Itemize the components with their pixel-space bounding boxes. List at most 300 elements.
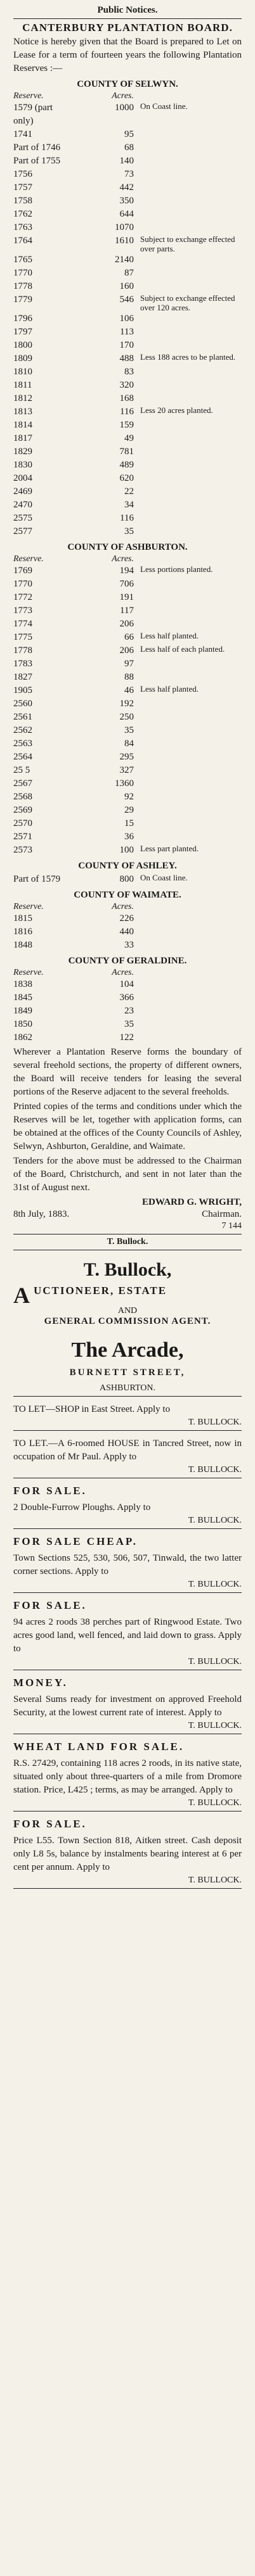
note-cell xyxy=(134,312,242,326)
table-row xyxy=(13,512,242,525)
notice-body-3: Tenders for the above must be addressed to the Chairman of the Board, Christchurch, and sent in not later than the 31st of August next. xyxy=(13,1156,242,1193)
acres-cell: 2140 xyxy=(115,255,134,265)
classified-ad xyxy=(13,1437,242,1478)
reserve-cell: 1762 xyxy=(13,209,32,219)
note-cell xyxy=(134,578,242,591)
note-cell xyxy=(134,671,242,684)
classified-ads xyxy=(13,1403,242,1889)
col-reserve: Reserve. xyxy=(13,902,44,911)
acres-cell: 295 xyxy=(119,752,134,762)
note-cell xyxy=(134,604,242,618)
note-cell xyxy=(134,445,242,459)
acres-cell: 1000 xyxy=(115,103,134,113)
table-row xyxy=(13,991,242,1005)
acres-cell: 442 xyxy=(119,182,134,193)
note-cell xyxy=(134,392,242,405)
acres-cell: 194 xyxy=(119,566,134,576)
note-cell xyxy=(134,1031,242,1044)
divider xyxy=(13,1592,242,1593)
note-cell xyxy=(134,365,242,379)
classified-ad xyxy=(13,1485,242,1529)
reserve-cell: 25 5 xyxy=(13,765,30,775)
acres-cell: 100 xyxy=(119,845,134,855)
acres-cell: 116 xyxy=(120,407,134,417)
acres-cell: 84 xyxy=(124,739,134,749)
note-cell: Less part planted. xyxy=(140,844,199,853)
signatory-role: Chairman. xyxy=(202,1209,242,1219)
table-row xyxy=(13,221,242,234)
table-row xyxy=(13,208,242,221)
table-row xyxy=(13,657,242,671)
county-heading: COUNTY OF ASHBURTON. xyxy=(67,542,188,552)
table-row xyxy=(13,844,242,857)
acres-cell: 15 xyxy=(124,818,134,828)
acres-cell: 1610 xyxy=(115,236,134,246)
ad-signature: T. BULLOCK. xyxy=(188,1875,242,1885)
acres-cell: 644 xyxy=(119,209,134,219)
notice-intro: Notice is hereby given that the Board is prepared to Let on Lease for a term of fourteen years the following Plantation Reserves :— xyxy=(13,37,242,73)
reserve-cell: 1778 xyxy=(13,645,32,656)
table-row xyxy=(13,392,242,405)
table-row xyxy=(13,101,242,128)
note-cell xyxy=(134,267,242,280)
street-line: BURNETT STREET, xyxy=(69,1367,186,1378)
reserve-cell: 2569 xyxy=(13,805,32,815)
col-acres: Acres. xyxy=(112,91,134,101)
auctioneer-line: UCTIONEER, ESTATE xyxy=(34,1285,167,1297)
table-row xyxy=(13,253,242,267)
acres-cell: 92 xyxy=(124,792,134,802)
acres-cell: 226 xyxy=(119,913,134,923)
acres-cell: 66 xyxy=(124,632,134,642)
acres-cell: 122 xyxy=(119,1032,134,1043)
table-row xyxy=(13,644,242,657)
note-cell xyxy=(134,697,242,711)
reserve-cell: 1850 xyxy=(13,1019,32,1029)
acres-cell: 140 xyxy=(119,156,134,166)
ad-signature: T. BULLOCK. xyxy=(188,1418,242,1427)
reserve-cell: 1816 xyxy=(13,927,32,937)
reserve-cell: 1783 xyxy=(13,659,32,669)
acres-cell: 170 xyxy=(119,340,134,350)
classified-ad xyxy=(13,1677,242,1734)
reserve-cell: 1838 xyxy=(13,979,32,989)
note-cell xyxy=(134,737,242,751)
ad-heading: WHEAT LAND FOR SALE. xyxy=(13,1741,185,1753)
table-row xyxy=(13,445,242,459)
reserve-cell: 2470 xyxy=(13,500,32,510)
reserve-cell: 1769 xyxy=(13,566,32,576)
table-row xyxy=(13,925,242,939)
advertiser-name: T. Bullock, xyxy=(83,1259,172,1280)
reserve-cell: 1770 xyxy=(13,579,32,589)
table-row xyxy=(13,1005,242,1018)
acres-cell: 350 xyxy=(119,196,134,206)
table-row xyxy=(13,564,242,578)
table-row xyxy=(13,525,242,538)
note-cell xyxy=(134,591,242,604)
acres-cell: 800 xyxy=(119,874,134,884)
acres-cell: 706 xyxy=(119,579,134,589)
divider xyxy=(13,1528,242,1529)
acres-cell: 22 xyxy=(124,486,134,497)
table-row xyxy=(13,939,242,952)
note-cell xyxy=(134,194,242,208)
table-row xyxy=(13,912,242,925)
table-row xyxy=(13,267,242,280)
table-row xyxy=(13,459,242,472)
reserve-cell: 1862 xyxy=(13,1032,32,1043)
acres-cell: 33 xyxy=(124,940,134,950)
reserve-cell: 1741 xyxy=(13,129,32,139)
divider xyxy=(13,1888,242,1889)
reserve-cell: 1815 xyxy=(13,913,32,923)
reserve-cell: 1809 xyxy=(13,353,32,364)
reserve-cell: Part of 1755 xyxy=(13,156,61,166)
note-cell: Less 20 acres planted. xyxy=(140,405,213,415)
reserve-cell: Part of 1746 xyxy=(13,143,61,153)
reserve-cell: 1772 xyxy=(13,592,32,602)
reserve-cell: 1765 xyxy=(13,255,32,265)
county-heading: COUNTY OF SELWYN. xyxy=(77,79,178,89)
acres-cell: 488 xyxy=(119,353,134,364)
note-cell xyxy=(134,817,242,830)
classified-ad xyxy=(13,1599,242,1670)
acres-cell: 117 xyxy=(120,606,134,616)
acres-cell: 366 xyxy=(119,993,134,1003)
reserve-cell: 2567 xyxy=(13,778,32,789)
note-cell xyxy=(134,925,242,939)
note-cell xyxy=(134,764,242,777)
acres-cell: 29 xyxy=(124,805,134,815)
note-cell xyxy=(134,168,242,181)
acres-cell: 250 xyxy=(119,712,134,722)
table-row xyxy=(13,804,242,817)
reserve-cell: 1757 xyxy=(13,182,32,193)
reserve-cell: 1830 xyxy=(13,460,32,470)
note-cell xyxy=(134,498,242,512)
table-row xyxy=(13,365,242,379)
acres-cell: 35 xyxy=(124,526,134,536)
note-cell xyxy=(134,155,242,168)
reserve-cell: 2568 xyxy=(13,792,32,802)
reserve-cell: 2575 xyxy=(13,513,32,523)
acres-cell: 620 xyxy=(119,473,134,483)
note-cell xyxy=(134,181,242,194)
note-cell xyxy=(134,912,242,925)
table-row xyxy=(13,671,242,684)
column-headers xyxy=(13,554,242,564)
reserve-cell: 2573 xyxy=(13,845,32,855)
acres-cell: 489 xyxy=(119,460,134,470)
col-reserve: Reserve. xyxy=(13,554,44,564)
table-row xyxy=(13,339,242,352)
reserve-cell: 1773 xyxy=(13,606,32,616)
note-cell xyxy=(134,379,242,392)
note-cell xyxy=(134,1018,242,1031)
reserve-cell: 2561 xyxy=(13,712,32,722)
acres-cell: 23 xyxy=(124,1006,134,1016)
ad-body: Price L55. Town Section 818, Aitken street. Cash deposit only L8 5s, balance by instalments bearing interest at 6 per cent per annum. Apply to xyxy=(13,1836,242,1872)
selwyn-table xyxy=(13,101,242,538)
ad-body: 94 acres 2 roods 38 perches part of Ringwood Estate. Two acres good land, well fenced, and laid down to grass. Apply to xyxy=(13,1617,242,1654)
table-row xyxy=(13,631,242,644)
ad-heading: TO LET.—A 6-roomed HOUSE in Tancred Street, now in occupation of Mr Paul. Apply to xyxy=(13,1438,242,1462)
table-row xyxy=(13,578,242,591)
table-row xyxy=(13,141,242,155)
note-cell: Subject to exchange effected over parts. xyxy=(140,234,235,253)
table-row xyxy=(13,181,242,194)
acres-cell: 160 xyxy=(119,281,134,291)
acres-cell: 36 xyxy=(124,832,134,842)
reserve-cell: 1848 xyxy=(13,940,32,950)
ad-signature: T. BULLOCK. xyxy=(188,1657,242,1666)
reserve-cell: 1817 xyxy=(13,433,32,443)
table-row xyxy=(13,168,242,181)
reserve-cell: 1774 xyxy=(13,619,32,629)
ad-signature: T. BULLOCK. xyxy=(188,1580,242,1589)
note-cell xyxy=(134,790,242,804)
note-cell xyxy=(134,253,242,267)
table-row xyxy=(13,293,242,312)
acres-cell: 35 xyxy=(124,725,134,735)
classified-ad xyxy=(13,1741,242,1811)
note-cell xyxy=(134,751,242,764)
acres-cell: 88 xyxy=(124,672,134,682)
note-cell xyxy=(134,339,242,352)
acres-cell: 87 xyxy=(124,268,134,278)
acres-cell: 49 xyxy=(124,433,134,443)
reserve-cell: 1764 xyxy=(13,236,32,246)
table-row xyxy=(13,618,242,631)
county-heading: COUNTY OF GERALDINE. xyxy=(68,956,187,966)
reserve-cell: 2577 xyxy=(13,526,32,536)
reserve-cell: 2562 xyxy=(13,725,32,735)
note-cell: On Coast line. xyxy=(140,873,188,882)
notice-date: 8th July, 1883. xyxy=(13,1209,70,1219)
ad-body: 2 Double-Furrow Ploughs. Apply to xyxy=(13,1502,151,1513)
acres-cell: 327 xyxy=(119,765,134,775)
note-cell xyxy=(134,804,242,817)
table-row xyxy=(13,498,242,512)
geraldine-table xyxy=(13,978,242,1044)
acres-cell: 95 xyxy=(124,129,134,139)
table-row xyxy=(13,194,242,208)
ad-signature: T. BULLOCK. xyxy=(188,1465,242,1475)
table-row xyxy=(13,817,242,830)
commission-line: GENERAL COMMISSION AGENT. xyxy=(44,1316,211,1326)
table-row xyxy=(13,764,242,777)
note-cell xyxy=(134,512,242,525)
acres-cell: 46 xyxy=(124,685,134,695)
reserve-cell: 2570 xyxy=(13,818,32,828)
reserve-cell: 1800 xyxy=(13,340,32,350)
table-row xyxy=(13,405,242,419)
acres-cell: 35 xyxy=(124,1019,134,1029)
acres-cell: 192 xyxy=(119,699,134,709)
note-cell: On Coast line. xyxy=(140,101,188,111)
note-cell xyxy=(134,724,242,737)
reserve-cell: 1810 xyxy=(13,367,32,377)
note-cell xyxy=(134,221,242,234)
ad-heading: FOR SALE CHEAP. xyxy=(13,1535,138,1547)
reserve-cell: 2571 xyxy=(13,832,32,842)
table-row xyxy=(13,379,242,392)
notice-body: Wherever a Plantation Reserve forms the boundary of several freehold sections, the property of different owners, the Board will receive tenders for leasing the several portions of the Reserve adjacent to the several freeholds. xyxy=(13,1047,242,1097)
table-row xyxy=(13,604,242,618)
table-row xyxy=(13,312,242,326)
reserve-cell: 1849 xyxy=(13,1006,32,1016)
note-cell xyxy=(134,472,242,485)
col-acres: Acres. xyxy=(112,968,134,977)
divider xyxy=(13,18,242,19)
reserve-cell: 1905 xyxy=(13,685,32,695)
reserve-cell: 2560 xyxy=(13,699,32,709)
ashley-table xyxy=(13,873,242,886)
table-row xyxy=(13,751,242,764)
note-cell xyxy=(134,525,242,538)
table-row xyxy=(13,1031,242,1044)
reserve-cell: 2564 xyxy=(13,752,32,762)
reserve-cell: 1579 (part only) xyxy=(13,103,53,126)
reserve-cell: 2563 xyxy=(13,739,32,749)
acres-cell: 168 xyxy=(119,393,134,403)
classified-ad xyxy=(13,1403,242,1431)
acres-cell: 83 xyxy=(124,367,134,377)
note-cell xyxy=(134,991,242,1005)
note-cell xyxy=(134,326,242,339)
note-cell xyxy=(134,459,242,472)
acres-cell: 191 xyxy=(119,592,134,602)
note-cell: Less 188 acres to be planted. xyxy=(140,352,236,362)
ad-heading: MONEY. xyxy=(13,1677,68,1689)
reserve-cell: 1756 xyxy=(13,169,32,179)
note-cell xyxy=(134,128,242,141)
ad-signature: T. BULLOCK. xyxy=(188,1721,242,1730)
table-row xyxy=(13,711,242,724)
reserve-cell: Part of 1579 xyxy=(13,874,61,884)
table-row xyxy=(13,472,242,485)
notice-body-2: Printed copies of the terms and conditions under which the Reserves will be let, together with application forms, can be obtained at the offices of the County Councils of Ashley, Selwyn, Ashburton, Geraldine, and Waimate. xyxy=(13,1101,242,1152)
table-row xyxy=(13,419,242,432)
county-heading: COUNTY OF ASHLEY. xyxy=(78,861,177,871)
reserve-cell: 1814 xyxy=(13,420,32,430)
classified-ad xyxy=(13,1535,242,1593)
divider xyxy=(13,1396,242,1397)
acres-cell: 1360 xyxy=(115,778,134,789)
ad-heading: FOR SALE. xyxy=(13,1485,87,1497)
reserve-cell: 1778 xyxy=(13,281,32,291)
acres-cell: 206 xyxy=(119,619,134,629)
acres-cell: 116 xyxy=(120,513,134,523)
column-headers xyxy=(13,902,242,912)
note-cell xyxy=(134,657,242,671)
note-cell xyxy=(134,208,242,221)
col-acres: Acres. xyxy=(112,902,134,911)
ad-heading: FOR SALE. xyxy=(13,1818,87,1830)
acres-cell: 113 xyxy=(120,327,134,337)
table-row xyxy=(13,684,242,697)
table-row xyxy=(13,432,242,445)
divider xyxy=(13,1430,242,1431)
acres-cell: 73 xyxy=(124,169,134,179)
acres-cell: 97 xyxy=(124,659,134,669)
reserve-cell: 2004 xyxy=(13,473,32,483)
acres-cell: 68 xyxy=(124,143,134,153)
table-row xyxy=(13,1018,242,1031)
note-cell xyxy=(134,711,242,724)
acres-cell: 106 xyxy=(119,314,134,324)
table-row xyxy=(13,155,242,168)
table-row xyxy=(13,697,242,711)
note-cell xyxy=(134,777,242,790)
note-cell xyxy=(134,978,242,991)
acres-cell: 34 xyxy=(124,500,134,510)
table-row xyxy=(13,978,242,991)
bullock-label: T. Bullock. xyxy=(107,1237,148,1247)
reserve-cell: 1812 xyxy=(13,393,32,403)
acres-cell: 104 xyxy=(119,979,134,989)
note-cell xyxy=(134,485,242,498)
table-row xyxy=(13,830,242,844)
note-cell: Less half of each planted. xyxy=(140,644,225,654)
arcade-title: The Arcade, xyxy=(71,1338,184,1362)
reserve-cell: 2469 xyxy=(13,486,32,497)
table-row xyxy=(13,873,242,886)
and-text: AND xyxy=(117,1306,138,1316)
county-heading: COUNTY OF WAIMATE. xyxy=(74,890,181,900)
waimate-table xyxy=(13,912,242,952)
ad-signature: T. BULLOCK. xyxy=(188,1798,242,1808)
col-acres: Acres. xyxy=(112,554,134,564)
reserve-cell: 1775 xyxy=(13,632,32,642)
column-headers xyxy=(13,91,242,101)
table-row xyxy=(13,737,242,751)
acres-cell: 206 xyxy=(119,645,134,656)
ashburton-table xyxy=(13,564,242,857)
classified-ad xyxy=(13,1818,242,1889)
note-cell xyxy=(134,141,242,155)
column-headers xyxy=(13,968,242,978)
reserve-cell: 1763 xyxy=(13,222,32,232)
reserve-cell: 1758 xyxy=(13,196,32,206)
note-cell xyxy=(134,419,242,432)
note-cell: Subject to exchange effected over 120 acres. xyxy=(140,293,235,312)
note-cell xyxy=(134,280,242,293)
table-row xyxy=(13,777,242,790)
ad-heading: FOR SALE. xyxy=(13,1599,87,1611)
notice-title: CANTERBURY PLANTATION BOARD. xyxy=(22,22,233,34)
acres-cell: 781 xyxy=(119,447,134,457)
reserve-cell: 1796 xyxy=(13,314,32,324)
signatory: EDWARD G. WRIGHT, xyxy=(142,1197,242,1207)
reserve-cell: 1770 xyxy=(13,268,32,278)
table-row xyxy=(13,128,242,141)
reserve-cell: 1845 xyxy=(13,993,32,1003)
notice-footer xyxy=(13,1208,242,1221)
col-reserve: Reserve. xyxy=(13,968,44,977)
ad-body: R.S. 27429, containing 118 acres 2 roods, in its native state, situated only about three-quarters of a mile from Dromore station. Price, L425 ; terms, as may be arranged. Apply to xyxy=(13,1758,242,1795)
ad-signature: T. BULLOCK. xyxy=(188,1516,242,1525)
acres-cell: 159 xyxy=(119,420,134,430)
table-row xyxy=(13,326,242,339)
dropcap-a: A xyxy=(13,1283,31,1308)
note-cell xyxy=(134,1005,242,1018)
table-row xyxy=(13,724,242,737)
plantation-notice xyxy=(13,22,242,1231)
section-header: Public Notices. xyxy=(97,5,158,15)
note-cell xyxy=(134,432,242,445)
